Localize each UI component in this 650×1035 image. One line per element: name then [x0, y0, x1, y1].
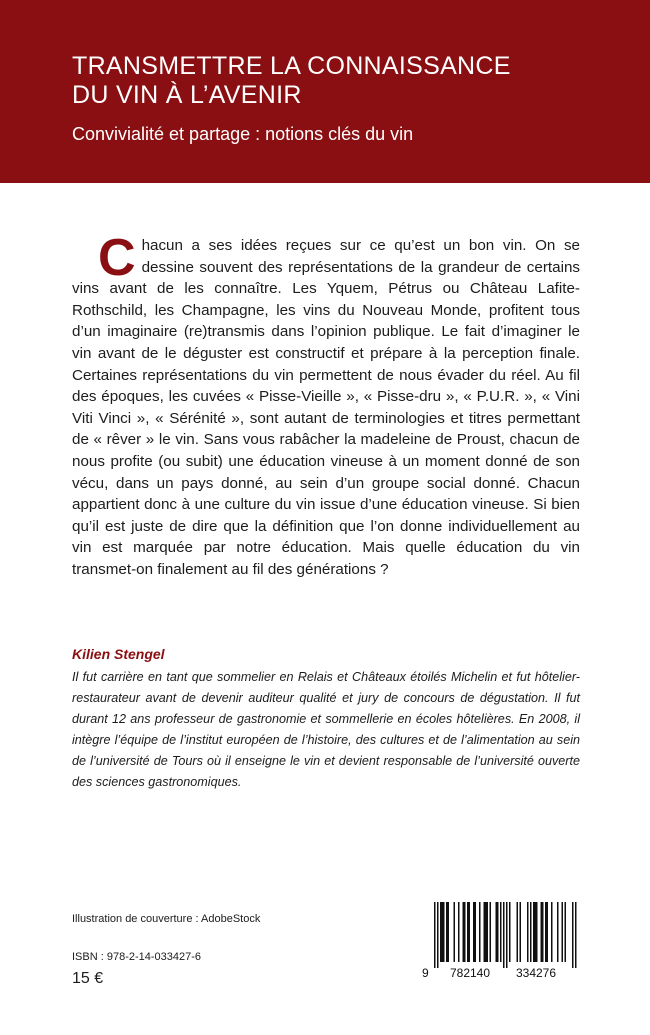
barcode-bar: [440, 902, 442, 962]
cover-credit: Illustration de couverture : AdobeStock: [72, 913, 261, 925]
author-name: Kilien Stengel: [72, 646, 165, 662]
barcode-graphic: [420, 898, 585, 980]
barcode-bar: [545, 902, 547, 962]
barcode-bar: [509, 902, 511, 962]
barcode-bar: [469, 902, 471, 962]
barcode-bar: [487, 902, 489, 962]
barcode-bar: [437, 902, 439, 968]
barcode-group-2: 334276: [515, 966, 557, 980]
barcode-bar: [503, 902, 505, 968]
barcode-bar: [535, 902, 537, 962]
barcode-bar: [572, 902, 574, 968]
barcode-bar: [562, 902, 564, 962]
barcode-bar: [463, 902, 465, 962]
barcode-bar: [575, 902, 577, 968]
barcode-lead-digit: 9: [422, 966, 429, 980]
barcode-bars: [434, 902, 577, 968]
author-bio: Il fut carrière en tant que sommelier en Relais et Châteaux étoilés Michelin et fut hôtelier-restaurateur avant de devenir auditeur qualité et jury de concours de dégustation. Il fut durant 12 ans professeur de gastronomie et sommellerie en écoles hôtelières. En 2008, il intègre l’équipe de l’institut européen de l’histoire, des cultures et de l’alimentation au sein de l’université de Tours où il enseigne le vin et devient responsable de l’université ouverte des sciences gastronomiques.: [72, 670, 580, 789]
header-band: [0, 0, 650, 183]
barcode-bar: [542, 902, 544, 962]
barcode-bar: [547, 902, 549, 962]
barcode-bar: [467, 902, 469, 962]
price: 15 €: [72, 970, 104, 987]
book-title: [72, 52, 612, 110]
barcode-bar: [442, 902, 444, 962]
barcode-bar: [496, 902, 498, 962]
barcode-bar: [473, 902, 475, 962]
barcode-bar: [490, 902, 492, 962]
barcode-bar: [485, 902, 487, 962]
barcode-group-1: 782140: [449, 966, 491, 980]
barcode-bar: [500, 902, 502, 962]
barcode-bar: [520, 902, 522, 962]
barcode-bar: [484, 902, 486, 962]
barcode-bar: [434, 902, 436, 968]
drop-cap: C: [98, 229, 136, 287]
barcode-bar: [527, 902, 529, 962]
title-line-1: TRANSMETTRE LA CONNAISSANCE: [72, 52, 511, 80]
barcode-bar: [517, 902, 519, 962]
barcode-bar: [443, 902, 445, 962]
barcode-bar: [533, 902, 535, 962]
barcode-bar: [541, 902, 543, 962]
barcode-bar: [536, 902, 538, 962]
barcode-bar: [475, 902, 477, 962]
title-line-2: DU VIN À L’AVENIR: [72, 81, 302, 109]
barcode-bar: [551, 902, 553, 962]
barcode-bar: [557, 902, 559, 962]
barcode-bar: [565, 902, 567, 962]
barcode-bar: [497, 902, 499, 962]
barcode-bar: [464, 902, 466, 962]
barcode-bar: [458, 902, 460, 962]
barcode-bar: [530, 902, 532, 962]
blurb-text: hacun a ses idées reçues sur ce qu’est un bon vin. On se dessine souvent des représentations de la grandeur de certains vins avant de les connaître. Les Yquem, Pétrus ou Château Lafite-Rothschild, les Champagne, les vins du Nouveau Monde, profitent tous d’un imaginaire (re)transmis dans l’opinion publique. Le fait d’imaginer le vin avant de le déguster est constructif et prépare à la perception finale. Certaines représentations du vin permettent de nous évader du réel. Au fil des époques, les cuvées « Pisse-Vieille », « Pisse-dru », « P.U.R. », « Vini Viti Vinci », « Sérénité », sont autant de terminologies et titres permettant de « rêver » le vin. Sans vous rabâcher la madeleine de Proust, chacun de nous profite (ou subit) une éducation vineuse à un moment donné de son vécu, dans un pays donné, au sein d’un groupe social donné. Chacun appartient donc à une culture du vin issue d’une éducation vineuse. Si bien qu’il est juste de dire que la définition que l’on donne individuellement au vin est marquée par notre éducation. Mais quelle éducation du vin transmet-on finalement au fil des générations ?: [72, 237, 580, 578]
barcode: [420, 898, 585, 980]
barcode-bar: [454, 902, 456, 962]
barcode-bar: [479, 902, 481, 962]
barcode-bar: [506, 902, 508, 968]
barcode-bar: [446, 902, 448, 962]
back-cover-blurb: [72, 229, 580, 581]
barcode-bar: [448, 902, 450, 962]
book-subtitle: Convivialité et partage : notions clés du vin: [72, 124, 414, 144]
isbn: ISBN : 978-2-14-033427-6: [72, 951, 202, 963]
